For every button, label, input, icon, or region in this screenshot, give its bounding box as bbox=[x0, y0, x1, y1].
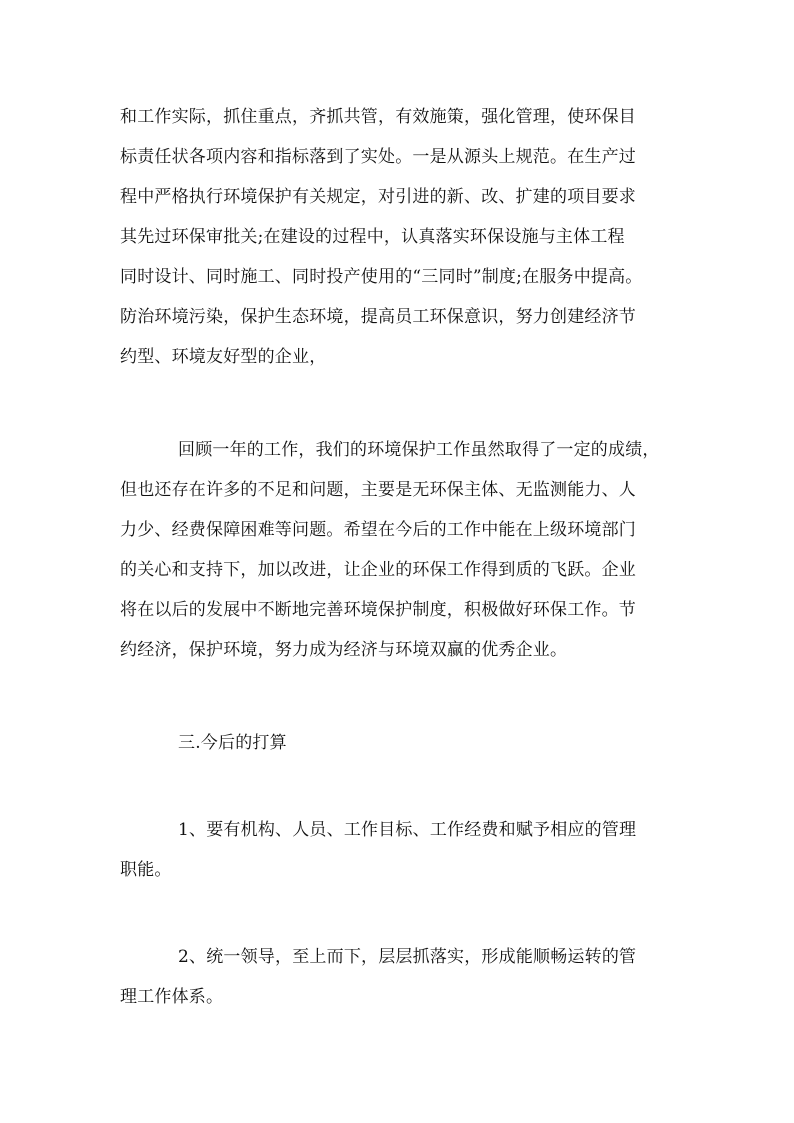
paragraph-1-line-7: 约型、环境友好型的企业， bbox=[120, 347, 327, 367]
paragraph-1-line-2: 标责任状各项内容和指标落到了实处。一是从源头上规范。在生产过 bbox=[120, 147, 636, 167]
paragraph-1-line-5: 同时设计、同时施工、同时投产使用的“三同时”制度;在服务中提高。 bbox=[120, 267, 643, 287]
item-2-line-1: 2、统一领导，至上而下，层层抓落实，形成能顺畅运转的管 bbox=[178, 947, 637, 967]
paragraph-1-line-1: 和工作实际，抓住重点，齐抓共管，有效施策，强化管理，使环保目 bbox=[120, 107, 636, 127]
item-2-line-2: 理工作体系。 bbox=[120, 987, 224, 1007]
paragraph-2-line-2: 但也还存在许多的不足和问题，主要是无环保主体、无监测能力、人 bbox=[120, 480, 636, 500]
paragraph-2-line-1: 回顾一年的工作，我们的环境保护工作虽然取得了一定的成绩， bbox=[178, 440, 660, 460]
paragraph-1-line-6: 防治环境污染，保护生态环境，提高员工环保意识，努力创建经济节 bbox=[120, 307, 636, 327]
paragraph-2-line-3: 力少、经费保障困难等问题。希望在今后的工作中能在上级环境部门 bbox=[120, 520, 636, 540]
item-1-line-2: 职能。 bbox=[120, 860, 172, 880]
item-1-line-1: 1、要有机构、人员、工作目标、工作经费和赋予相应的管理 bbox=[178, 820, 637, 840]
section-heading: 三.今后的打算 bbox=[178, 733, 287, 753]
paragraph-2-line-6: 约经济，保护环境，努力成为经济与环境双赢的优秀企业。 bbox=[120, 640, 568, 660]
paragraph-2-line-5: 将在以后的发展中不断地完善环境保护制度，积极做好环保工作。节 bbox=[120, 600, 636, 620]
paragraph-2-line-4: 的关心和支持下，加以改进，让企业的环保工作得到质的飞跃。企业 bbox=[120, 560, 636, 580]
paragraph-1-line-4: 其先过环保审批关;在建设的过程中，认真落实环保设施与主体工程 bbox=[120, 227, 625, 247]
paragraph-1-line-3: 程中严格执行环境保护有关规定，对引进的新、改、扩建的项目要求 bbox=[120, 187, 636, 207]
